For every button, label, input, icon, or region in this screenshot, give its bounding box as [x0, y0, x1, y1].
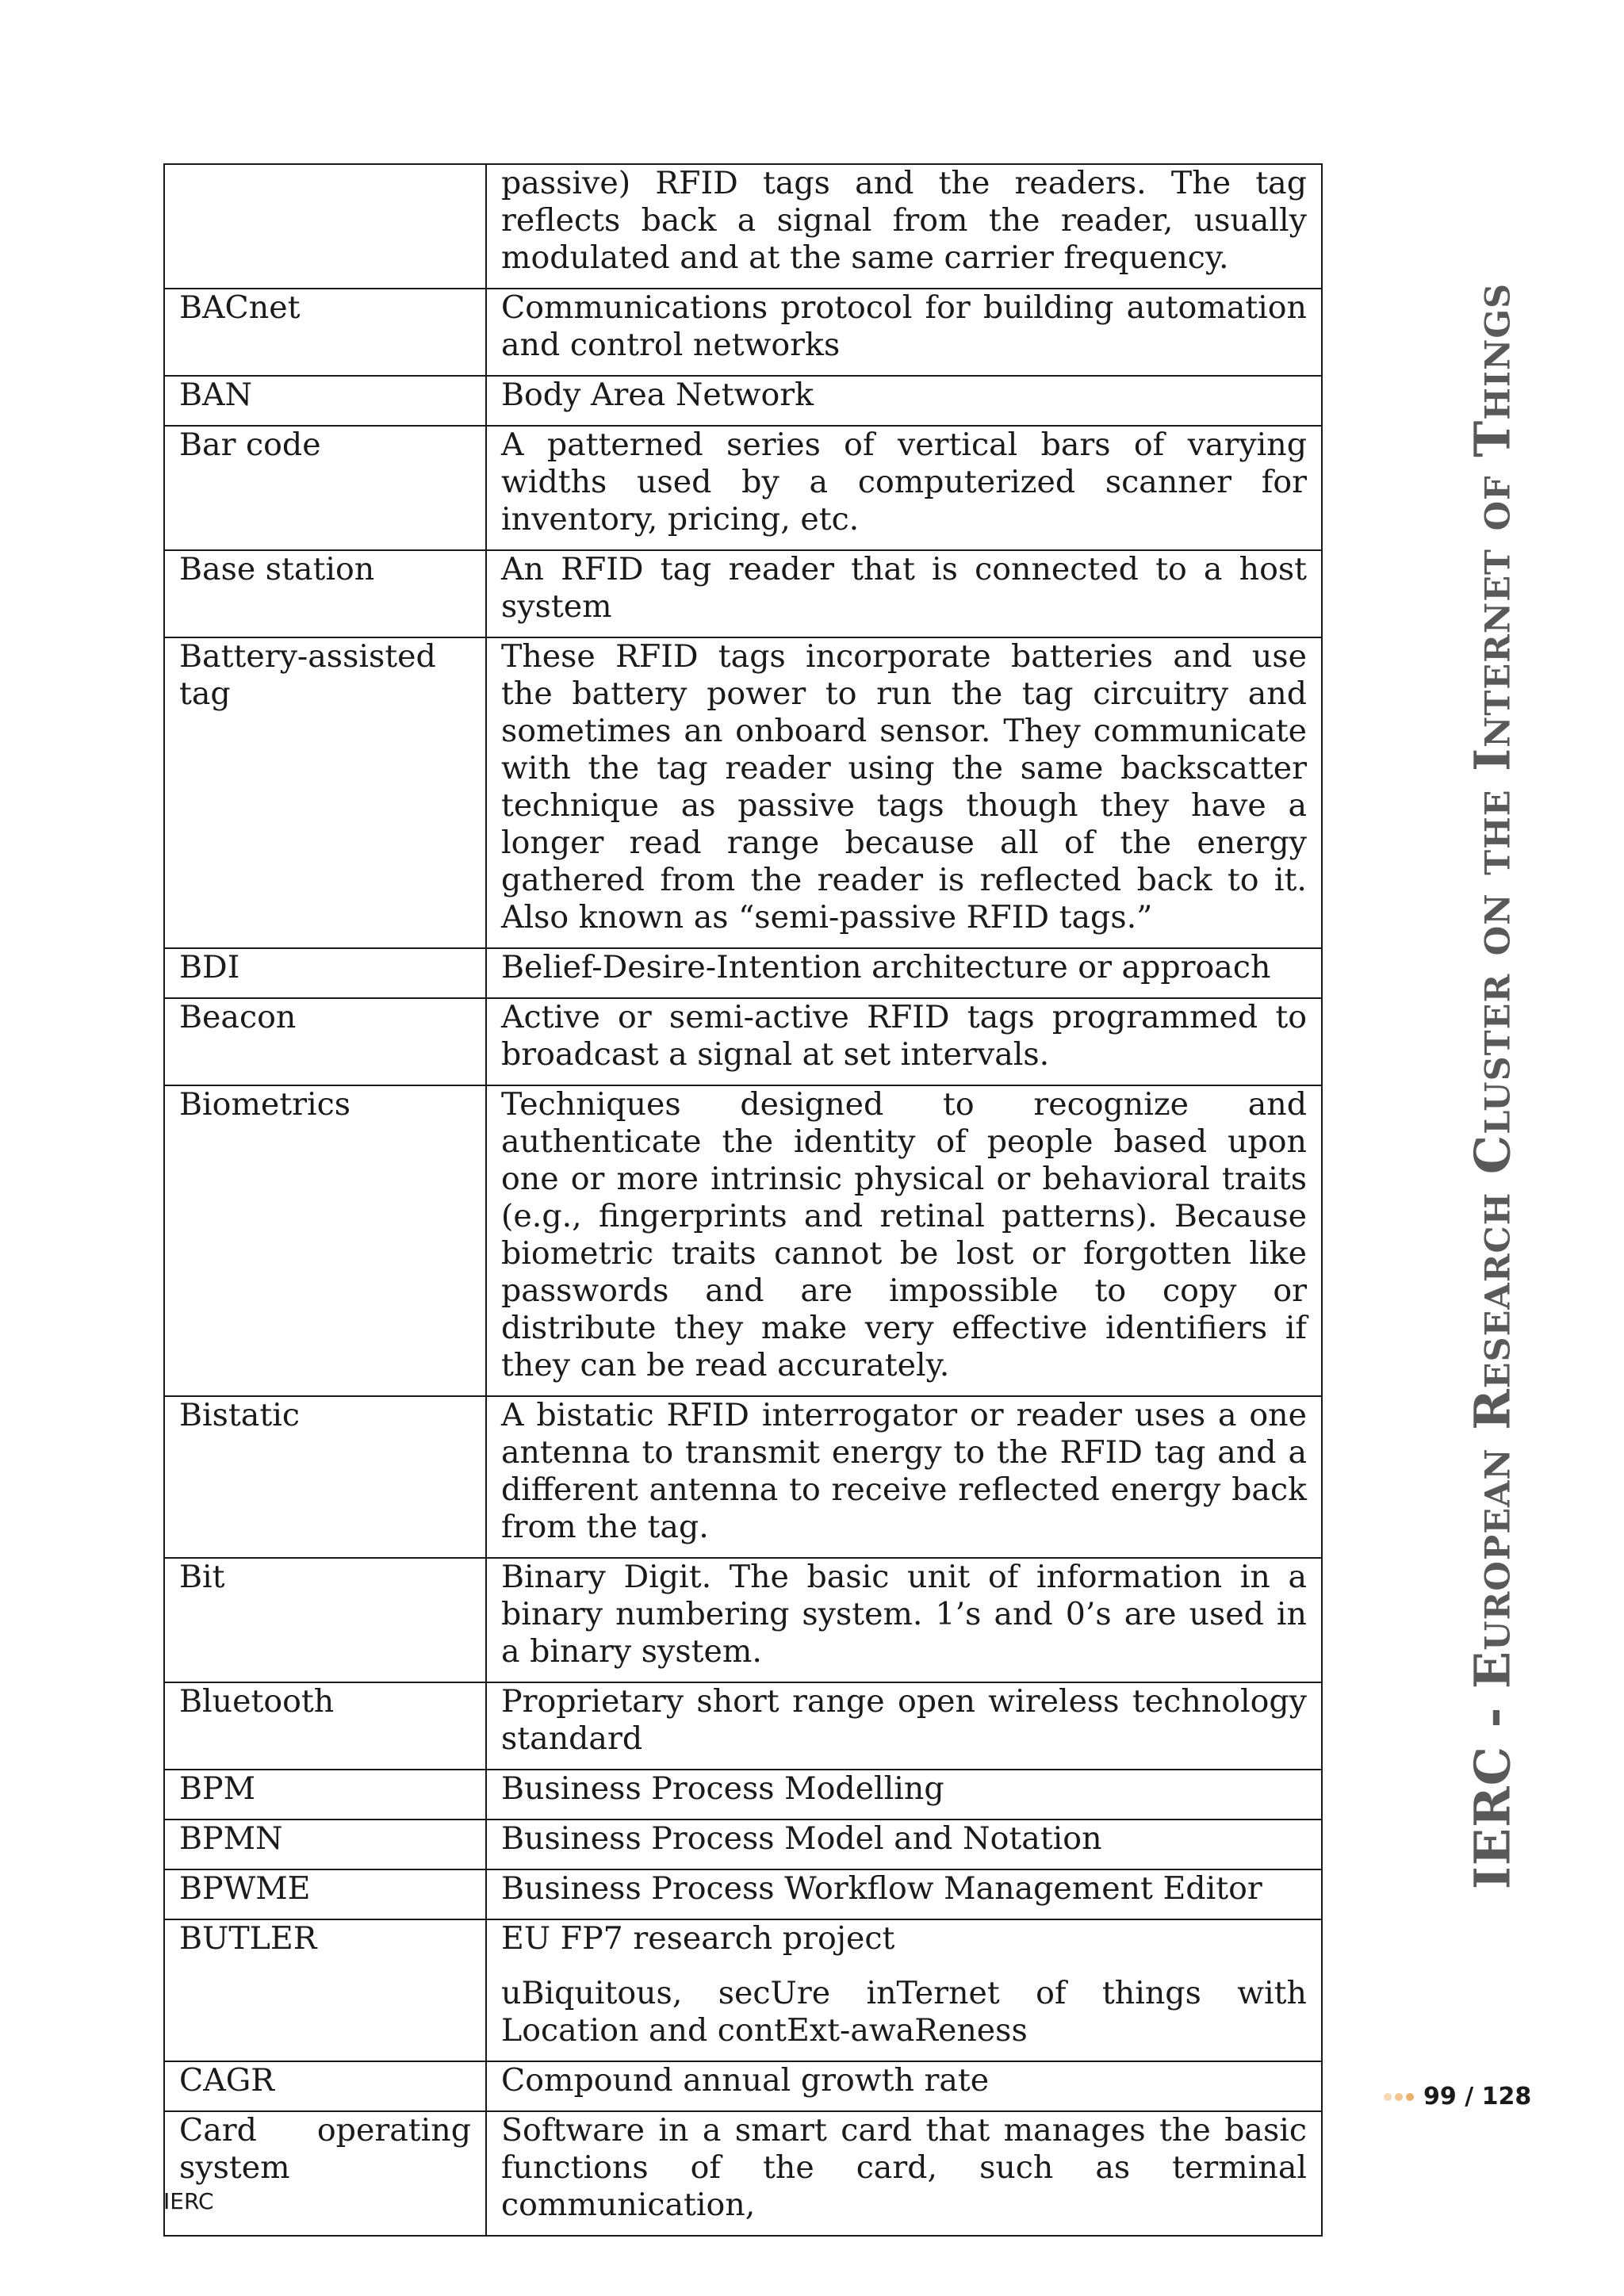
table-row	[164, 1919, 1322, 2061]
definition-text: Communications protocol for building automation and control networks	[501, 289, 1307, 363]
table-row	[164, 1869, 1322, 1919]
definition-text: Proprietary short range open wireless technology standard	[501, 1683, 1307, 1757]
term-word: system	[179, 2149, 290, 2186]
table-row	[164, 376, 1322, 426]
term-cell: BUTLER	[164, 1919, 486, 2061]
side-title	[1463, 282, 1522, 1890]
term-cell: Biometrics	[164, 1085, 486, 1396]
definition-cell	[486, 1682, 1322, 1770]
dot-icon	[1395, 2093, 1403, 2101]
definition-text: Active or semi-active RFID tags programmed to broadcast a signal at set intervals.	[501, 999, 1307, 1073]
table-row	[164, 1396, 1322, 1558]
definition-cell	[486, 2111, 1322, 2236]
definition-text: Body Area Network	[501, 377, 814, 413]
term-cell	[164, 164, 486, 289]
term-cell: BPWME	[164, 1869, 486, 1919]
definition-cell	[486, 948, 1322, 998]
definition-text: EU FP7 research project	[501, 1920, 895, 1957]
table-row	[164, 164, 1322, 289]
definition-cell	[486, 2061, 1322, 2111]
definition-text: These RFID tags incorporate batteries and use the battery power to run the tag circuitry and sometimes an onboard sensor. They communicate with the tag reader using the same backscatter technique as passive tags though they have a longer read range because all of the energy gathered from the reader is reflected back to it. Also known as “semi-passive RFID tags.”	[501, 638, 1307, 936]
definition-text: Software in a smart card that manages the basic functions of the card, such as terminal communication,	[501, 2112, 1307, 2223]
page-number-text: 99 / 128	[1423, 2083, 1532, 2110]
definition-text: A bistatic RFID interrogator or reader uses a one antenna to transmit energy to the RFID tag and a different antenna to receive reflected energy back from the tag.	[501, 1397, 1307, 1545]
definition-text: Binary Digit. The basic unit of information in a binary numbering system. 1’s and 0’s are used in a binary system.	[501, 1559, 1307, 1670]
table-row	[164, 1770, 1322, 1820]
glossary-body	[164, 164, 1322, 2236]
definition-cell	[486, 1820, 1322, 1869]
glossary-table	[163, 163, 1323, 2237]
term-cell: Bit	[164, 1558, 486, 1682]
definition-cell	[486, 1869, 1322, 1919]
term-cell: BAN	[164, 376, 486, 426]
definition-text: passive) RFID tags and the readers. The tag reflects back a signal from the reader, usually modulated and at the same carrier frequency.	[501, 165, 1307, 276]
definition-cell	[486, 998, 1322, 1085]
definition-cell	[486, 1919, 1322, 2061]
dot-icon	[1406, 2093, 1414, 2101]
definition-text: Business Process Workflow Management Editor	[501, 1870, 1262, 1907]
definition-text: Compound annual growth rate	[501, 2062, 990, 2099]
term-cell: Bluetooth	[164, 1682, 486, 1770]
term-cell: Base station	[164, 550, 486, 637]
definition-cell	[486, 1770, 1322, 1820]
definition-cell	[486, 550, 1322, 637]
table-row	[164, 948, 1322, 998]
term-cell: Beacon	[164, 998, 486, 1085]
term-line	[179, 2112, 471, 2149]
definition-cell	[486, 1558, 1322, 1682]
definition-text: Techniques designed to recognize and authenticate the identity of people based upon one or more intrinsic physical or behavioral traits (e.g., fingerprints and retinal patterns). Because biometric traits cannot be lost or forgotten like passwords and are impossible to copy or distribute they make very effective identifiers if they can be read accurately.	[501, 1086, 1307, 1383]
definition-cell	[486, 1396, 1322, 1558]
definition-cell	[486, 426, 1322, 550]
term-word: operating	[316, 2112, 471, 2149]
page-dots-icon	[1384, 2093, 1414, 2101]
term-cell: Battery-assisted tag	[164, 637, 486, 948]
term-word: Card	[179, 2112, 257, 2149]
definition-cell	[486, 289, 1322, 376]
table-row	[164, 1820, 1322, 1869]
definition-cell	[486, 164, 1322, 289]
definition-text: uBiquitous, secUre inTernet of things with Location and contExt-awaReness	[501, 1975, 1307, 2049]
definition-text: Business Process Modelling	[501, 1770, 944, 1807]
table-row	[164, 426, 1322, 550]
definition-text: A patterned series of vertical bars of varying widths used by a computerized scanner for inventory, pricing, etc.	[501, 427, 1307, 538]
term-cell: Bistatic	[164, 1396, 486, 1558]
table-row	[164, 1682, 1322, 1770]
term-cell: BACnet	[164, 289, 486, 376]
term-cell: BDI	[164, 948, 486, 998]
definition-cell	[486, 1085, 1322, 1396]
term-cell: BPMN	[164, 1820, 486, 1869]
definition-cell	[486, 637, 1322, 948]
page-number	[1384, 2083, 1531, 2110]
term-cell	[164, 2111, 486, 2236]
term-cell: CAGR	[164, 2061, 486, 2111]
term-cell: BPM	[164, 1770, 486, 1820]
table-row	[164, 289, 1322, 376]
footer-label: IERC	[163, 2188, 214, 2214]
table-row	[164, 1085, 1322, 1396]
table-row	[164, 998, 1322, 1085]
definition-text: Belief-Desire-Intention architecture or approach	[501, 949, 1271, 985]
table-row	[164, 1558, 1322, 1682]
definition-text: Business Process Model and Notation	[501, 1820, 1102, 1857]
definition-cell	[486, 376, 1322, 426]
definition-text: An RFID tag reader that is connected to a host system	[501, 551, 1307, 625]
dot-icon	[1384, 2093, 1392, 2101]
term-cell: Bar code	[164, 426, 486, 550]
table-row	[164, 2111, 1322, 2236]
side-title-text: IERC - European Research Cluster on the Internet of Things	[1463, 282, 1522, 1890]
table-row	[164, 550, 1322, 637]
table-row	[164, 2061, 1322, 2111]
table-row	[164, 637, 1322, 948]
